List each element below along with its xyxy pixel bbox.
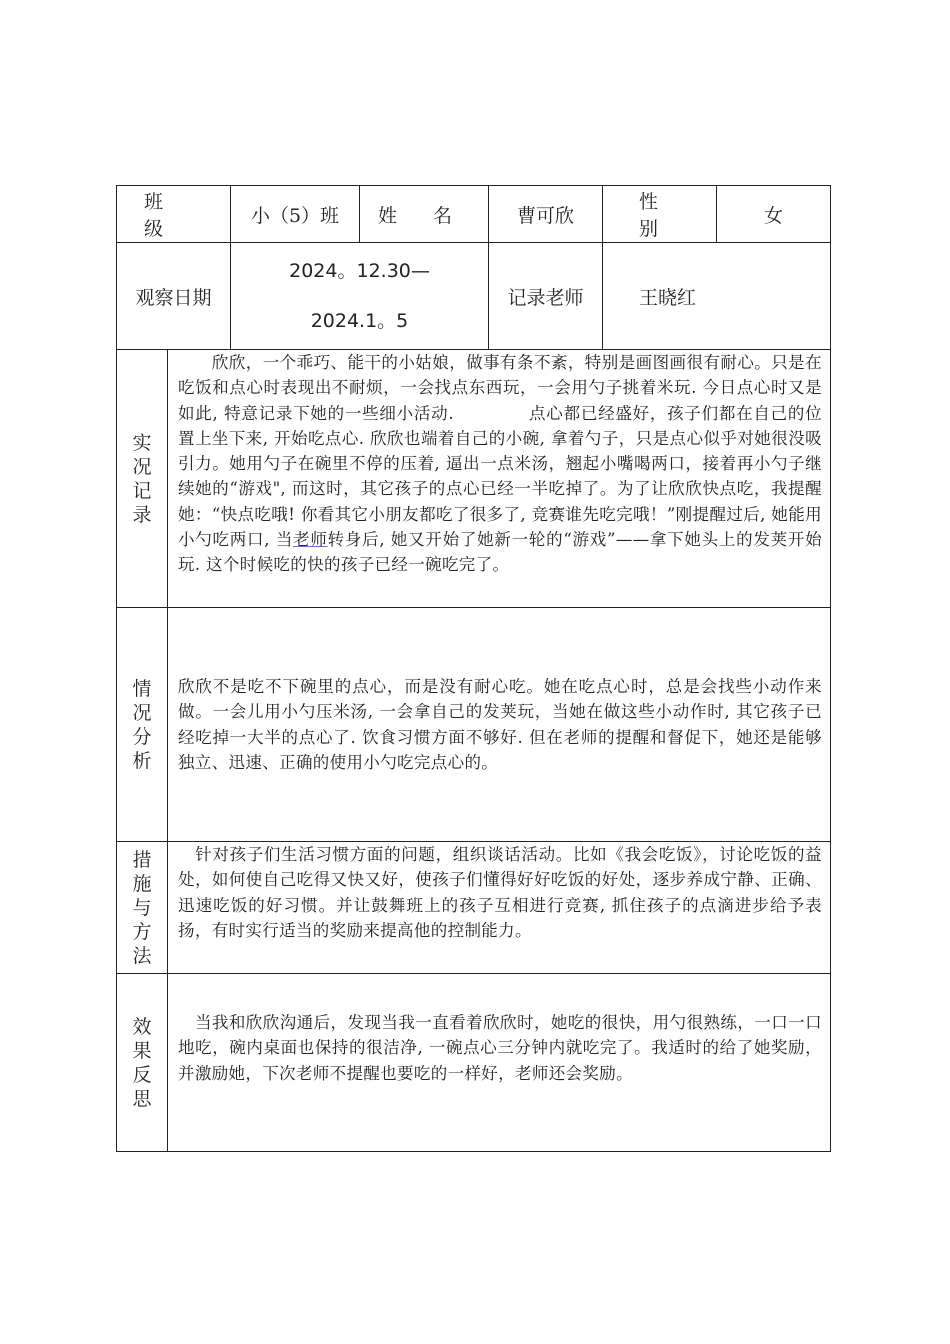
teacher-value-cell: [603, 243, 831, 350]
record-text-cell: [168, 350, 831, 608]
record-text-before: 欣欣，一个乖巧、能干的小姑娘，做事有条不紊，特别是画图画很有耐心。只是在吃饭和点心时表现出不耐烦，一会找点东西玩，一会用勺子挑着米玩. 今日点心时又是如此, 特意记录下她的一些细小活动. 点心都已经盛好，孩子们都在自己的位置上坐下来, 开始吃点心. 欣欣也端着自己的小碗, 拿着勺子，只是点心似乎对她很没吸引力。她用勺子在碗里不停的压着, 逼出一点米汤，翘起小嘴喝两口，接着再小勺子继续她的“游戏", 而这时，其它孩子的点心已经一半吃掉了。为了让欣欣快点吃，我提醒她：“快点吃哦! 你看其它小朋友都吃了很多了, 竞赛谁先吃完哦！”刚提醒过后, 她能用小勺吃两口, 当: [178, 353, 822, 550]
record-text-after: 转身后, 她又开始了她新一轮的“游戏”——拿下她头上的发荚开始玩. 这个时候吃的快的孩子已经一碗吃完了。: [178, 530, 822, 575]
analysis-text-cell: [168, 608, 831, 842]
measures-text: 针对孩子们生活习惯方面的问题，组织谈话活动。比如《我会吃饭》，讨论吃饭的益处，如何使自己吃得又快又好，使孩子们懂得好好吃饭的好处，逐步养成宁静、正确、迅速吃饭的好习惯。并让鼓舞班上的孩子互相进行竞赛, 抓住孩子的点滴进步给予表扬，有时实行适当的奖励来提高他的控制能力。: [178, 845, 822, 940]
info-header-table: [116, 185, 831, 350]
record-label: 实况记录: [132, 431, 152, 526]
reflection-label: 效果反思: [132, 1015, 152, 1110]
teacher-label: 记录老师: [489, 243, 603, 350]
name-label: 姓名: [360, 186, 489, 243]
name-value: 曹可欣: [489, 186, 603, 243]
analysis-text: 欣欣不是吃不下碗里的点心，而是没有耐心吃。她在吃点心时，总是会找些小动作来做。一会儿用小勺压米汤, 一会拿自己的发荚玩，当她在做这些小动作时, 其它孩子已经吃掉一大半的点心了. 饮食习惯方面不够好. 但在老师的提醒和督促下，她还是能够独立、迅速、正确的使用小勺吃完点心的。: [178, 676, 822, 772]
date-label: 观察日期: [117, 243, 231, 350]
date-value-cell: [231, 243, 489, 350]
date-line-2: 2024.1。5: [310, 310, 409, 332]
measures-label: 措施与方法: [132, 848, 152, 967]
analysis-row: [117, 608, 831, 842]
record-text-underlined: 老师: [293, 530, 328, 550]
measures-row: [117, 842, 831, 974]
measures-label-cell: [117, 842, 168, 974]
reflection-text: 当我和欣欣沟通后，发现当我一直看着欣欣时，她吃的很快，用勺很熟练，一口一口地吃，碗内桌面也保持的很洁净, 一碗点心三分钟内就吃完了。我适时的给了她奖励，并激励她，下次老师不提醒也要吃的一样好，老师还会奖励。: [178, 1013, 822, 1083]
analysis-label: 情况分析: [132, 677, 152, 772]
analysis-label-cell: [117, 608, 168, 842]
observation-body-table: [116, 349, 831, 1152]
gender-value: 女: [717, 186, 831, 243]
gender-label: 性别: [603, 186, 717, 243]
class-label-cell: [117, 186, 231, 243]
class-label-text: 班级: [143, 191, 203, 240]
record-label-cell: [117, 350, 168, 608]
teacher-value: 王晓红: [639, 286, 697, 309]
measures-text-cell: [168, 842, 831, 974]
record-text: [178, 350, 822, 578]
reflection-row: [117, 974, 831, 1152]
class-label: [117, 187, 230, 241]
reflection-label-cell: [117, 974, 168, 1152]
class-value: 小（5）班: [231, 186, 360, 243]
date-line-1: 2024。12.30—: [289, 260, 430, 282]
reflection-text-cell: [168, 974, 831, 1152]
record-row: [117, 350, 831, 608]
